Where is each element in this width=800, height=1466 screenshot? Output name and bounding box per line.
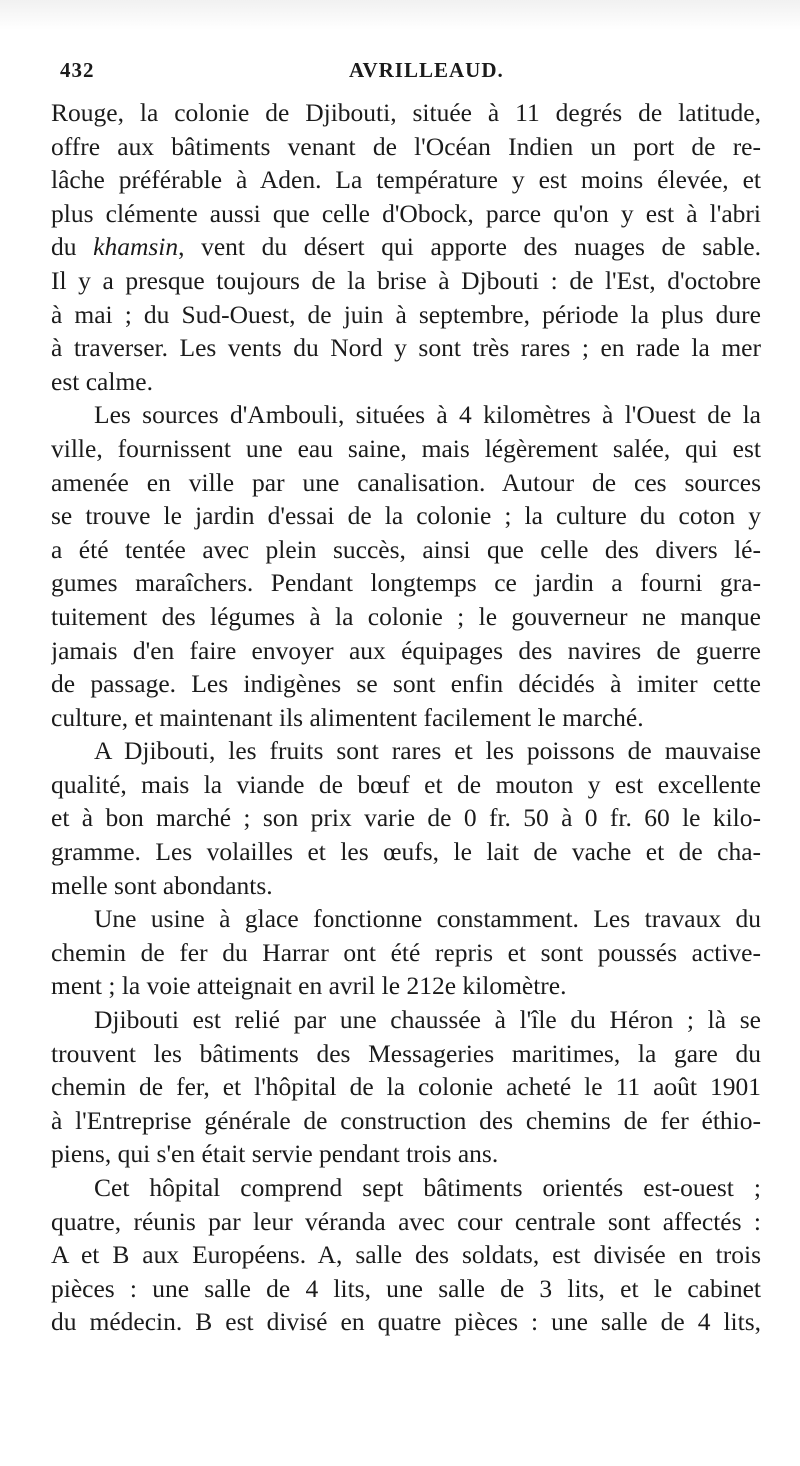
text-line: trouvent les bâtiments des Messageries maritimes, la gare du	[51, 1038, 761, 1068]
text-line: gramme. Les volailles et les œufs, le lait de vache et de cha-	[51, 837, 761, 867]
page-number: 432	[60, 58, 95, 82]
text-line: piens, qui s'en était servie pendant trois ans.	[51, 1139, 499, 1169]
text-line: à l'Entreprise générale de construction des chemins de fer éthio-	[51, 1105, 761, 1135]
text-line: Les sources d'Ambouli, situées à 4 kilomètres à l'Ouest de la	[94, 400, 761, 430]
text-line: A Djibouti, les fruits sont rares et les poissons de mauvaise	[94, 736, 761, 766]
text-line: à mai ; du Sud-Ouest, de juin à septembre, période la plus dure	[51, 299, 761, 329]
text-line: de passage. Les indigènes se sont enfin décidés à imiter cette	[51, 669, 761, 699]
text-line: gumes maraîchers. Pendant longtemps ce jardin a fourni gra-	[51, 568, 761, 598]
text-line: Cet hôpital comprend sept bâtiments orientés est-ouest ;	[94, 1173, 761, 1202]
text-line: ville, fournissent une eau saine, mais légèrement salée, qui est	[51, 433, 761, 463]
text-line: Rouge, la colonie de Djibouti, située à 11 degrés de latitude,	[51, 98, 761, 127]
text-line: melle sont abondants.	[51, 870, 273, 900]
page-header	[60, 58, 740, 88]
text-line: à traverser. Les vents du Nord y sont très rares ; en rade la mer	[51, 333, 761, 363]
running-head: AVRILLEAUD.	[349, 58, 504, 82]
text-line: amenée en ville par une canalisation. Autour de ces sources	[51, 467, 761, 497]
text-line: tuitement des légumes à la colonie ; le gouverneur ne manque	[51, 601, 761, 631]
text-line: ment ; la voie atteignait en avril le 212e kilomètre.	[51, 971, 567, 1001]
text-line: du médecin. B est divisé en quatre pièces : une salle de 4 lits,	[51, 1307, 761, 1337]
text-line: est calme.	[51, 366, 153, 396]
text-line-khamsin	[51, 230, 761, 264]
text-line: pièces : une salle de 4 lits, une salle de 3 lits, et le cabinet	[51, 1273, 761, 1303]
italic-word: khamsin	[93, 232, 179, 262]
text-line: plus clémente aussi que celle d'Obock, parce qu'on y est à l'abri	[51, 198, 761, 228]
text-line: se trouve le jardin d'essai de la colonie ; la culture du coton y	[51, 501, 761, 531]
text-line: quatre, réunis par leur véranda avec cour centrale sont affectés :	[51, 1206, 761, 1236]
text-line: Il y a presque toujours de la brise à Djbouti : de l'Est, d'octobre	[51, 265, 761, 295]
text-line: et à bon marché ; son prix varie de 0 fr. 50 à 0 fr. 60 le kilo-	[51, 803, 761, 833]
text-line: Djibouti est relié par une chaussée à l'île du Héron ; là se	[94, 1005, 761, 1035]
text-line: offre aux bâtiments venant de l'Océan Indien un port de re-	[51, 131, 761, 161]
body-text	[51, 96, 761, 1339]
khamsin-segment: du khamsin, vent du désert qui apporte des nuages de sable.	[51, 232, 761, 262]
text-line: chemin de fer, et l'hôpital de la colonie acheté le 11 août 1901	[51, 1072, 761, 1102]
scan-shadow	[0, 0, 800, 30]
text-line: chemin de fer du Harrar ont été repris et sont poussés active-	[51, 937, 761, 967]
text-line: Une usine à glace fonctionne constamment. Les travaux du	[94, 904, 761, 934]
text-line: A et B aux Européens. A, salle des soldats, est divisée en trois	[51, 1240, 761, 1270]
text-line: qualité, mais la viande de bœuf et de mouton y est excellente	[51, 769, 761, 799]
text-line: jamais d'en faire envoyer aux équipages des navires de guerre	[51, 635, 761, 665]
text-line: lâche préférable à Aden. La température y est moins élevée, et	[51, 165, 761, 195]
text-line: culture, et maintenant ils alimentent facilement le marché.	[51, 702, 644, 732]
text-line: a été tentée avec plein succès, ainsi que celle des divers lé-	[51, 534, 761, 564]
